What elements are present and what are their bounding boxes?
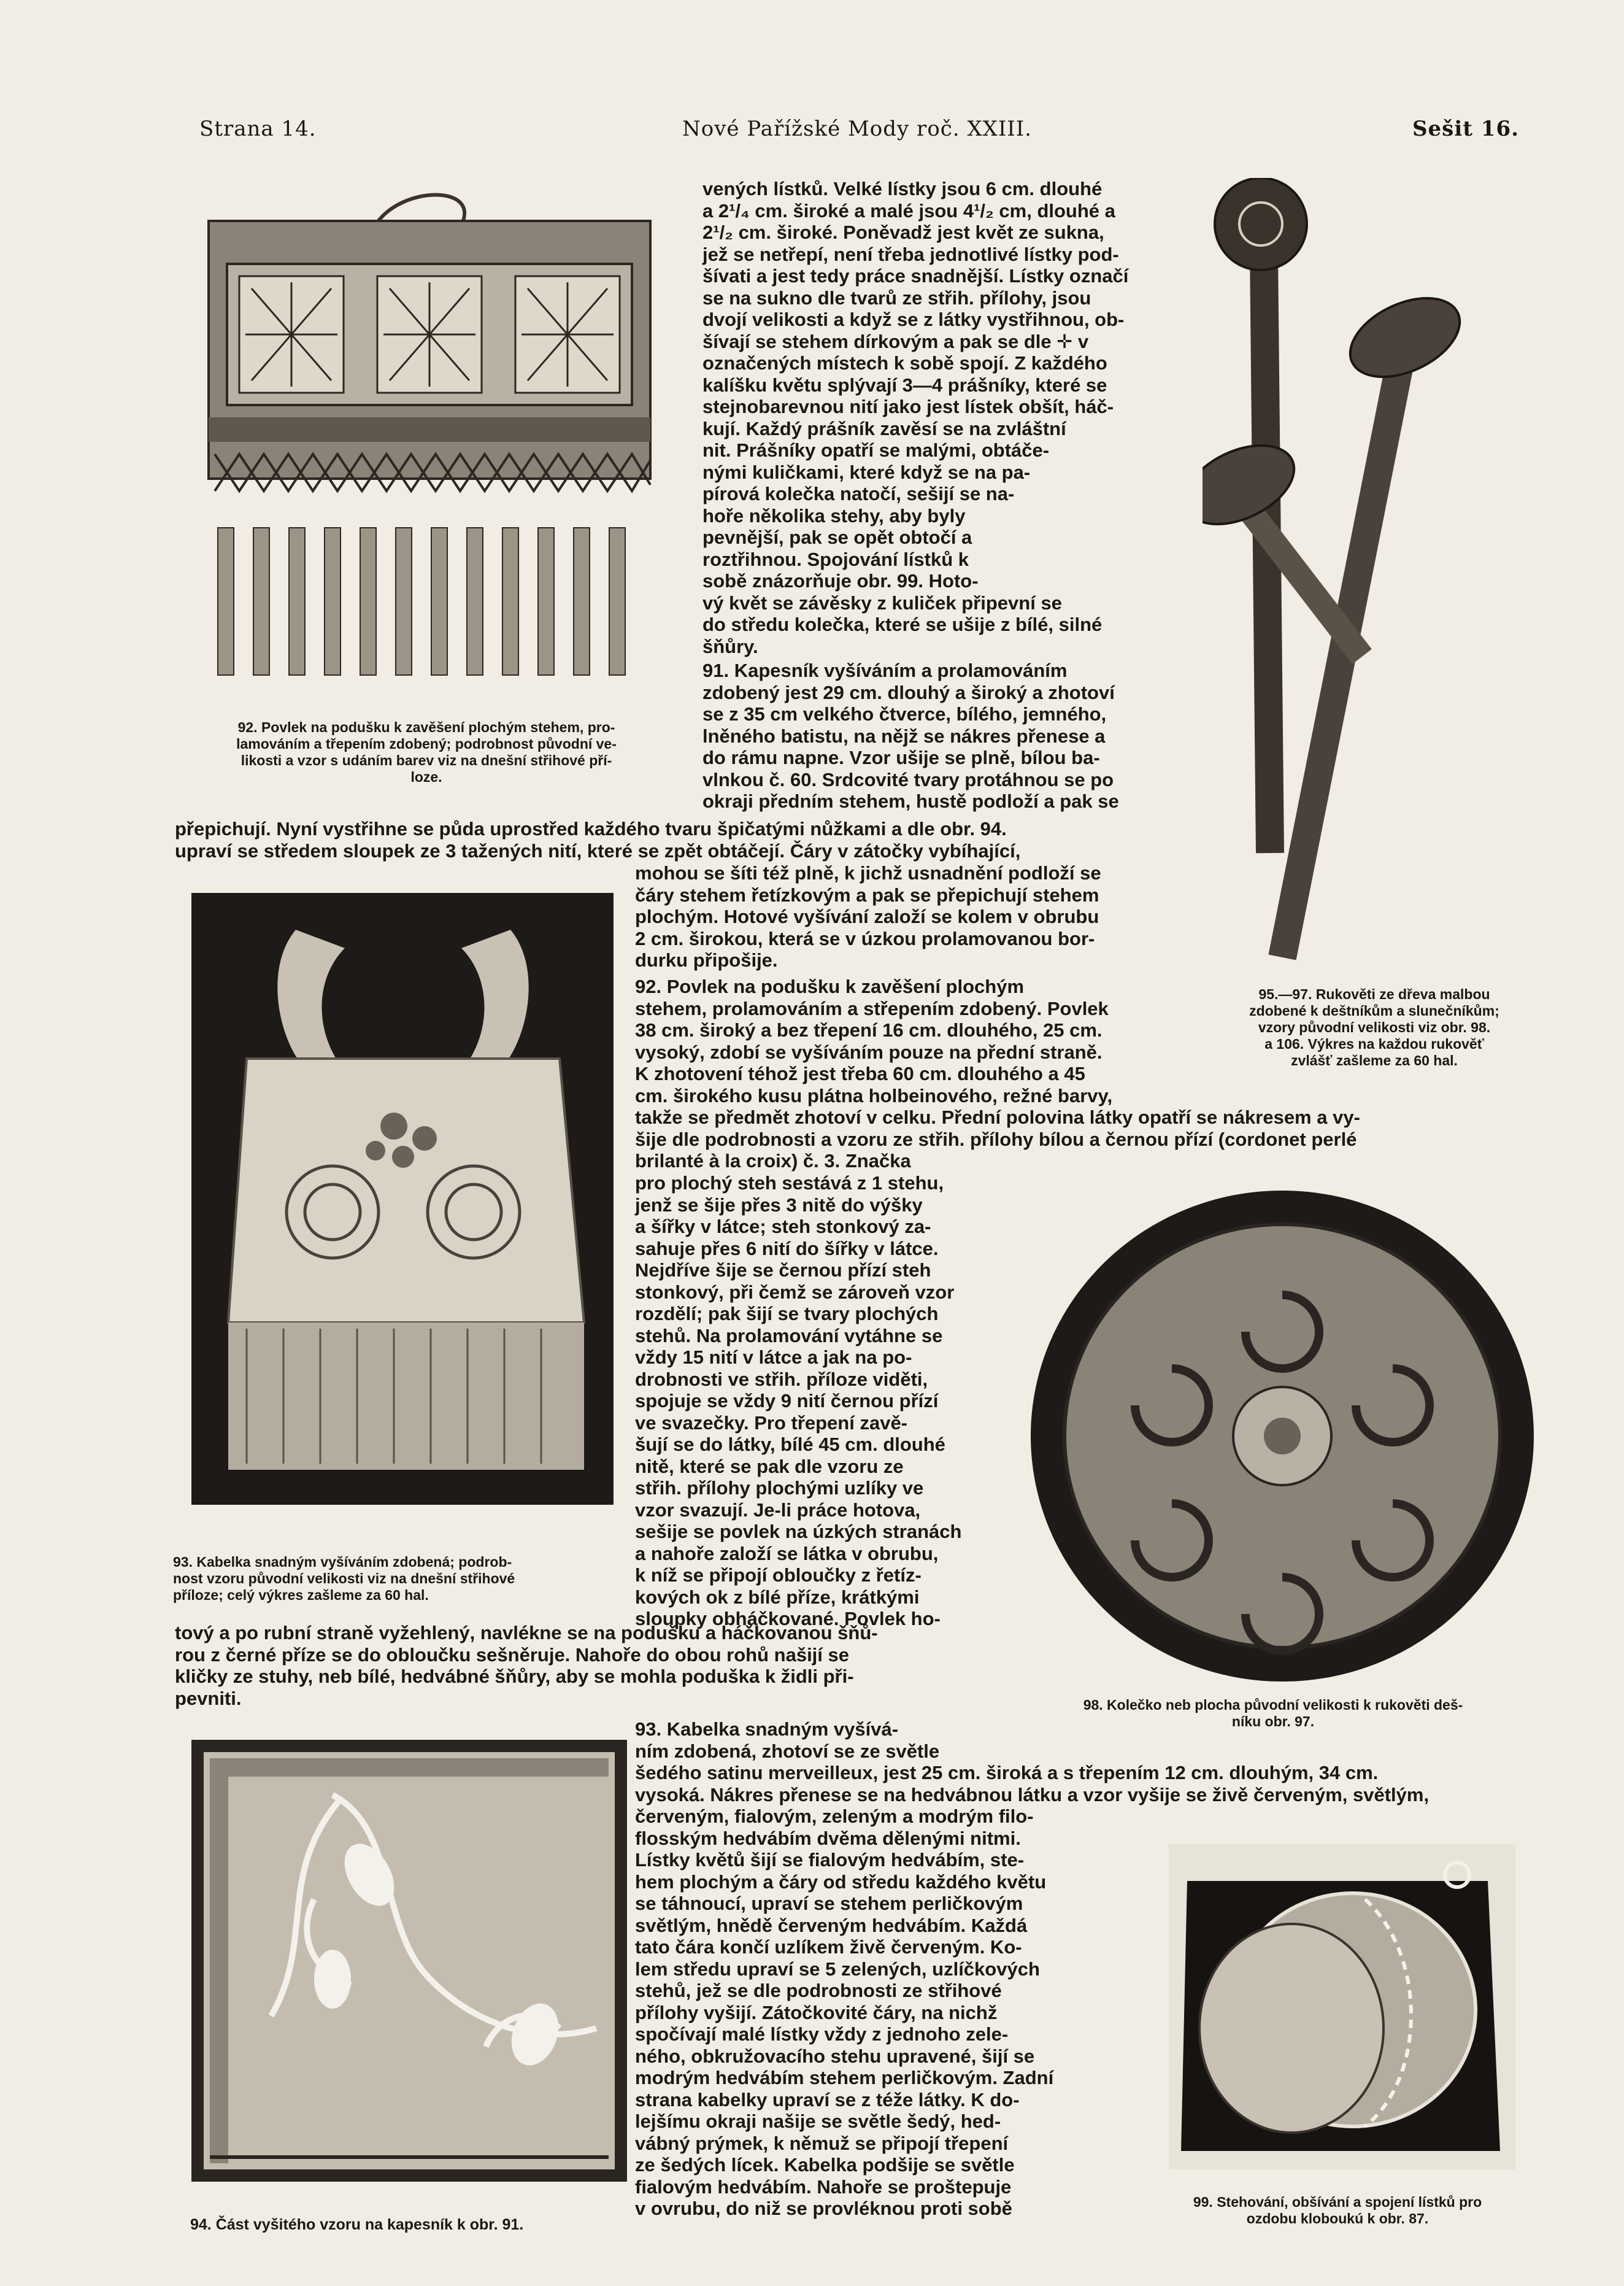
figure-99-leaf-stitching (1169, 1844, 1515, 2169)
issue-number: Sešit 16. (1412, 117, 1519, 141)
figure-98-disc (1025, 1184, 1540, 1688)
paragraph-91: 91. Kapesník vyšíváním a prolamováním zdobený jest 29 cm. dlouhý a široký a zhotoví se z 35 cm velkého čtverce, bílého, jemného, lněného batistu, na nějž se nákres přenese a do rámu napne. Vzor ušije se plně, bílou ba- vlnkou č. 60. Srdcovité tvary protáhnou se po okraji předním stehem, hustě podloží a pak se (702, 660, 1119, 812)
caption-figure-99: 99. Stehování, obšívání a spojení lístků pro ozdobu kloboukú k obr. 87. (1193, 2194, 1482, 2226)
page-number: Strana 14. (199, 117, 317, 141)
figure-93-handbag (191, 893, 614, 1505)
text-block-6: tový a po rubní straně vyžehlený, navlékne se na podušku a háčkovanou šňů- rou z černé příze se do obloučku sešněruje. Nahoře do obou rohů našijí se kličky ze stuhy, neb bílé, hedvábné šňůry, aby se mohla poduška k židli při- pevniti. (175, 1622, 878, 1709)
magazine-title: Nové Pařížské Mody roč. XXIII. (682, 117, 1032, 141)
text-block-5: pro plochý steh sestává z 1 stehu, jenž se šije přes 3 nitě do výšky a šířky v látce; steh stonkový za- sahuje přes 6 nití do šířky v látce. Nejdříve šije se černou přízí steh stonkový, při čemž se zároveň vzor rozdělí; pak šijí se tvary plochých stehů. Na prolamování vytáhne se vždy 15 nití v látce a jak na po- drobnosti ve střih. příloze viděti, spojuje se vždy 9 nití černou přízí ve svazečky. Pro třepení zavě- šují se do látky, bílé 45 cm. dlouhé nitě, které se pak dle vzoru ze střih. přílohy plochými uzlíky ve vzor svazují. Je-li práce hotova, sešije se povlek na úzkých stranách a nahoře založí se látka v obrubu, k níž se připojí obloučky z řetíz- kových ok z bílé příze, krátkými sloupky obháčkované. Povlek ho- (635, 1172, 962, 1629)
text-block-2: přepichují. Nyní vystřihne se půda uprostřed každého tvaru špičatými nůžkami a dle obr. 94. upraví se středem sloupek ze 3 tažených nití, které se zpět obtáčejí. Čáry v zátočky vybíhající, (175, 818, 1021, 862)
caption-figure-94: 94. Část vyšitého vzoru na kapesník k obr. 91. (190, 2216, 524, 2233)
paragraph-93-rest: červeným, fialovým, zeleným a modrým filo- flosským hedvábím dvěma dělenými nitmi. Lístky květů šijí se fialovým hedvábím, ste- hem plochým a čáry od středu každého květu se táhnoucí, upraví se stehem perličkovým světlým, hnědě červeným hedvábím. Každá tato čára končí uzlíkem živě červeným. Ko- lem středu upraví se 5 zelených, uzlíčkových stehů, jež se dle podrobnosti ze střihové přílohy vyšijí. Zátočkovité čáry, na nichž spočívají malé lístky vždy z jednoho zele- ného, obkružovacího stehu upravené, šijí se modrým hedvábím stehem perličkovým. Zadní strana kabelky upraví se z téže látky. K do- lejšímu okraji našije se světle šedý, hed- vábný prýmek, k němuž se připojí třepení ze šedých lícek. Kabelka podšije se světle fialovým hedvábím. Nahoře se proštepuje v ovrubu, do niž se provléknou proti sobě (635, 1805, 1054, 2219)
caption-figure-93: 93. Kabelka snadným vyšíváním zdobená; podrob- nost vzoru původní velikosti viz na dnešní střihové příloze; celý výkres zašleme za 60 hal. (173, 1554, 515, 1603)
figure-95-97-umbrella-handles (1203, 178, 1546, 970)
text-block-4: takže se předmět zhotoví v celku. Přední polovina látky opatří se nákresem a vy- šije dle podrobnosti a vzoru ze střih. přílohy bílou a černou přízí (cordonet perlé brilanté à la croix) č. 3. Značka (635, 1106, 1360, 1172)
figure-92-cushion-cover (190, 184, 675, 700)
paragraph-93-wide: šedého satinu merveilleux, jest 25 cm. široká a s třepením 12 cm. dlouhým, 34 cm. vysoká. Nákres přenese se na hedvábnou látku a vzor vyšije se živě červeným, světlým, (635, 1762, 1430, 1805)
paragraph-93-intro: 93. Kabelka snadným vyšívá- ním zdobená, zhotoví se ze světle (635, 1718, 940, 1762)
caption-figure-92: 92. Povlek na podušku k zavěšení plochým stehem, pro- lamováním a třepením zdobený; podrobnost původní ve- likosti a vzor s udáním barev viz na dnešní střihové pří- loze. (236, 719, 617, 785)
caption-figure-95-97: 95.—97. Rukověti ze dřeva malbou zdobené k deštníkům a slunečníkům; vzory původní velikosti viz obr. 98. a 106. Výkres na každou rukověť zvlášť zašleme za 60 hal. (1249, 986, 1499, 1068)
figure-94-handkerchief (191, 1740, 627, 2182)
caption-figure-98: 98. Kolečko neb plocha původní velikosti k rukověti deš- níku obr. 97. (1083, 1697, 1463, 1729)
text-block-3: mohou se šíti též plně, k jichž usnadnění podloží se čáry stehem řetízkovým a pak se přepichují stehem plochým. Hotové vyšívání založí se kolem v obrubu 2 cm. širokou, která se v úzkou prolamovanou bor- durku připošije. (635, 862, 1101, 971)
text-block-1: vených lístků. Velké lístky jsou 6 cm. dlouhé a 2¹/₄ cm. široké a malé jsou 4¹/₂ cm, dlouhé a 2¹/₂ cm. široké. Poněvadž jest květ ze sukna, jež se netřepí, není třeba jednotlivé lístky pod- šívati a jest tedy práce snadnější. Lístky označí se na sukno dle tvarů ze střih. přílohy, jsou dvojí velikosti a když se z látky vystřihnou, ob- šívají se stehem dírkovým a pak se dle ✛ v označených místech k sobě spojí. Z každého kalíšku květu splývají 3—4 prášníky, které se stejnobarevnou nití jako jest lístek obšít, háč- kují. Každý prášník zavěsí se na zvláštní nit. Prášníky opatří se malými, obtáče- nými kuličkami, které když se na pa- pírová kolečka natočí, sešijí se na- hoře několika stehy, aby byly pevnější, pak se opět obtočí a roztřihnou. Spojování lístků k sobě znázorňuje obr. 99. Hoto- vý květ se závěsky z kuliček připevní se do středu kolečka, které se ušije z bílé, silné šňůry. (702, 178, 1129, 657)
paragraph-92: 92. Povlek na podušku k zavěšení plochým stehem, prolamováním a střepením zdobený. Povlek 38 cm. široký a bez třepení 16 cm. dlouhého, 25 cm. vysoký, zdobí se vyšíváním pouze na přední straně. K zhotovení téhož jest třeba 60 cm. dlouhého a 45 cm. širokého kusu plátna holbeinového, režné barvy, (635, 976, 1113, 1106)
